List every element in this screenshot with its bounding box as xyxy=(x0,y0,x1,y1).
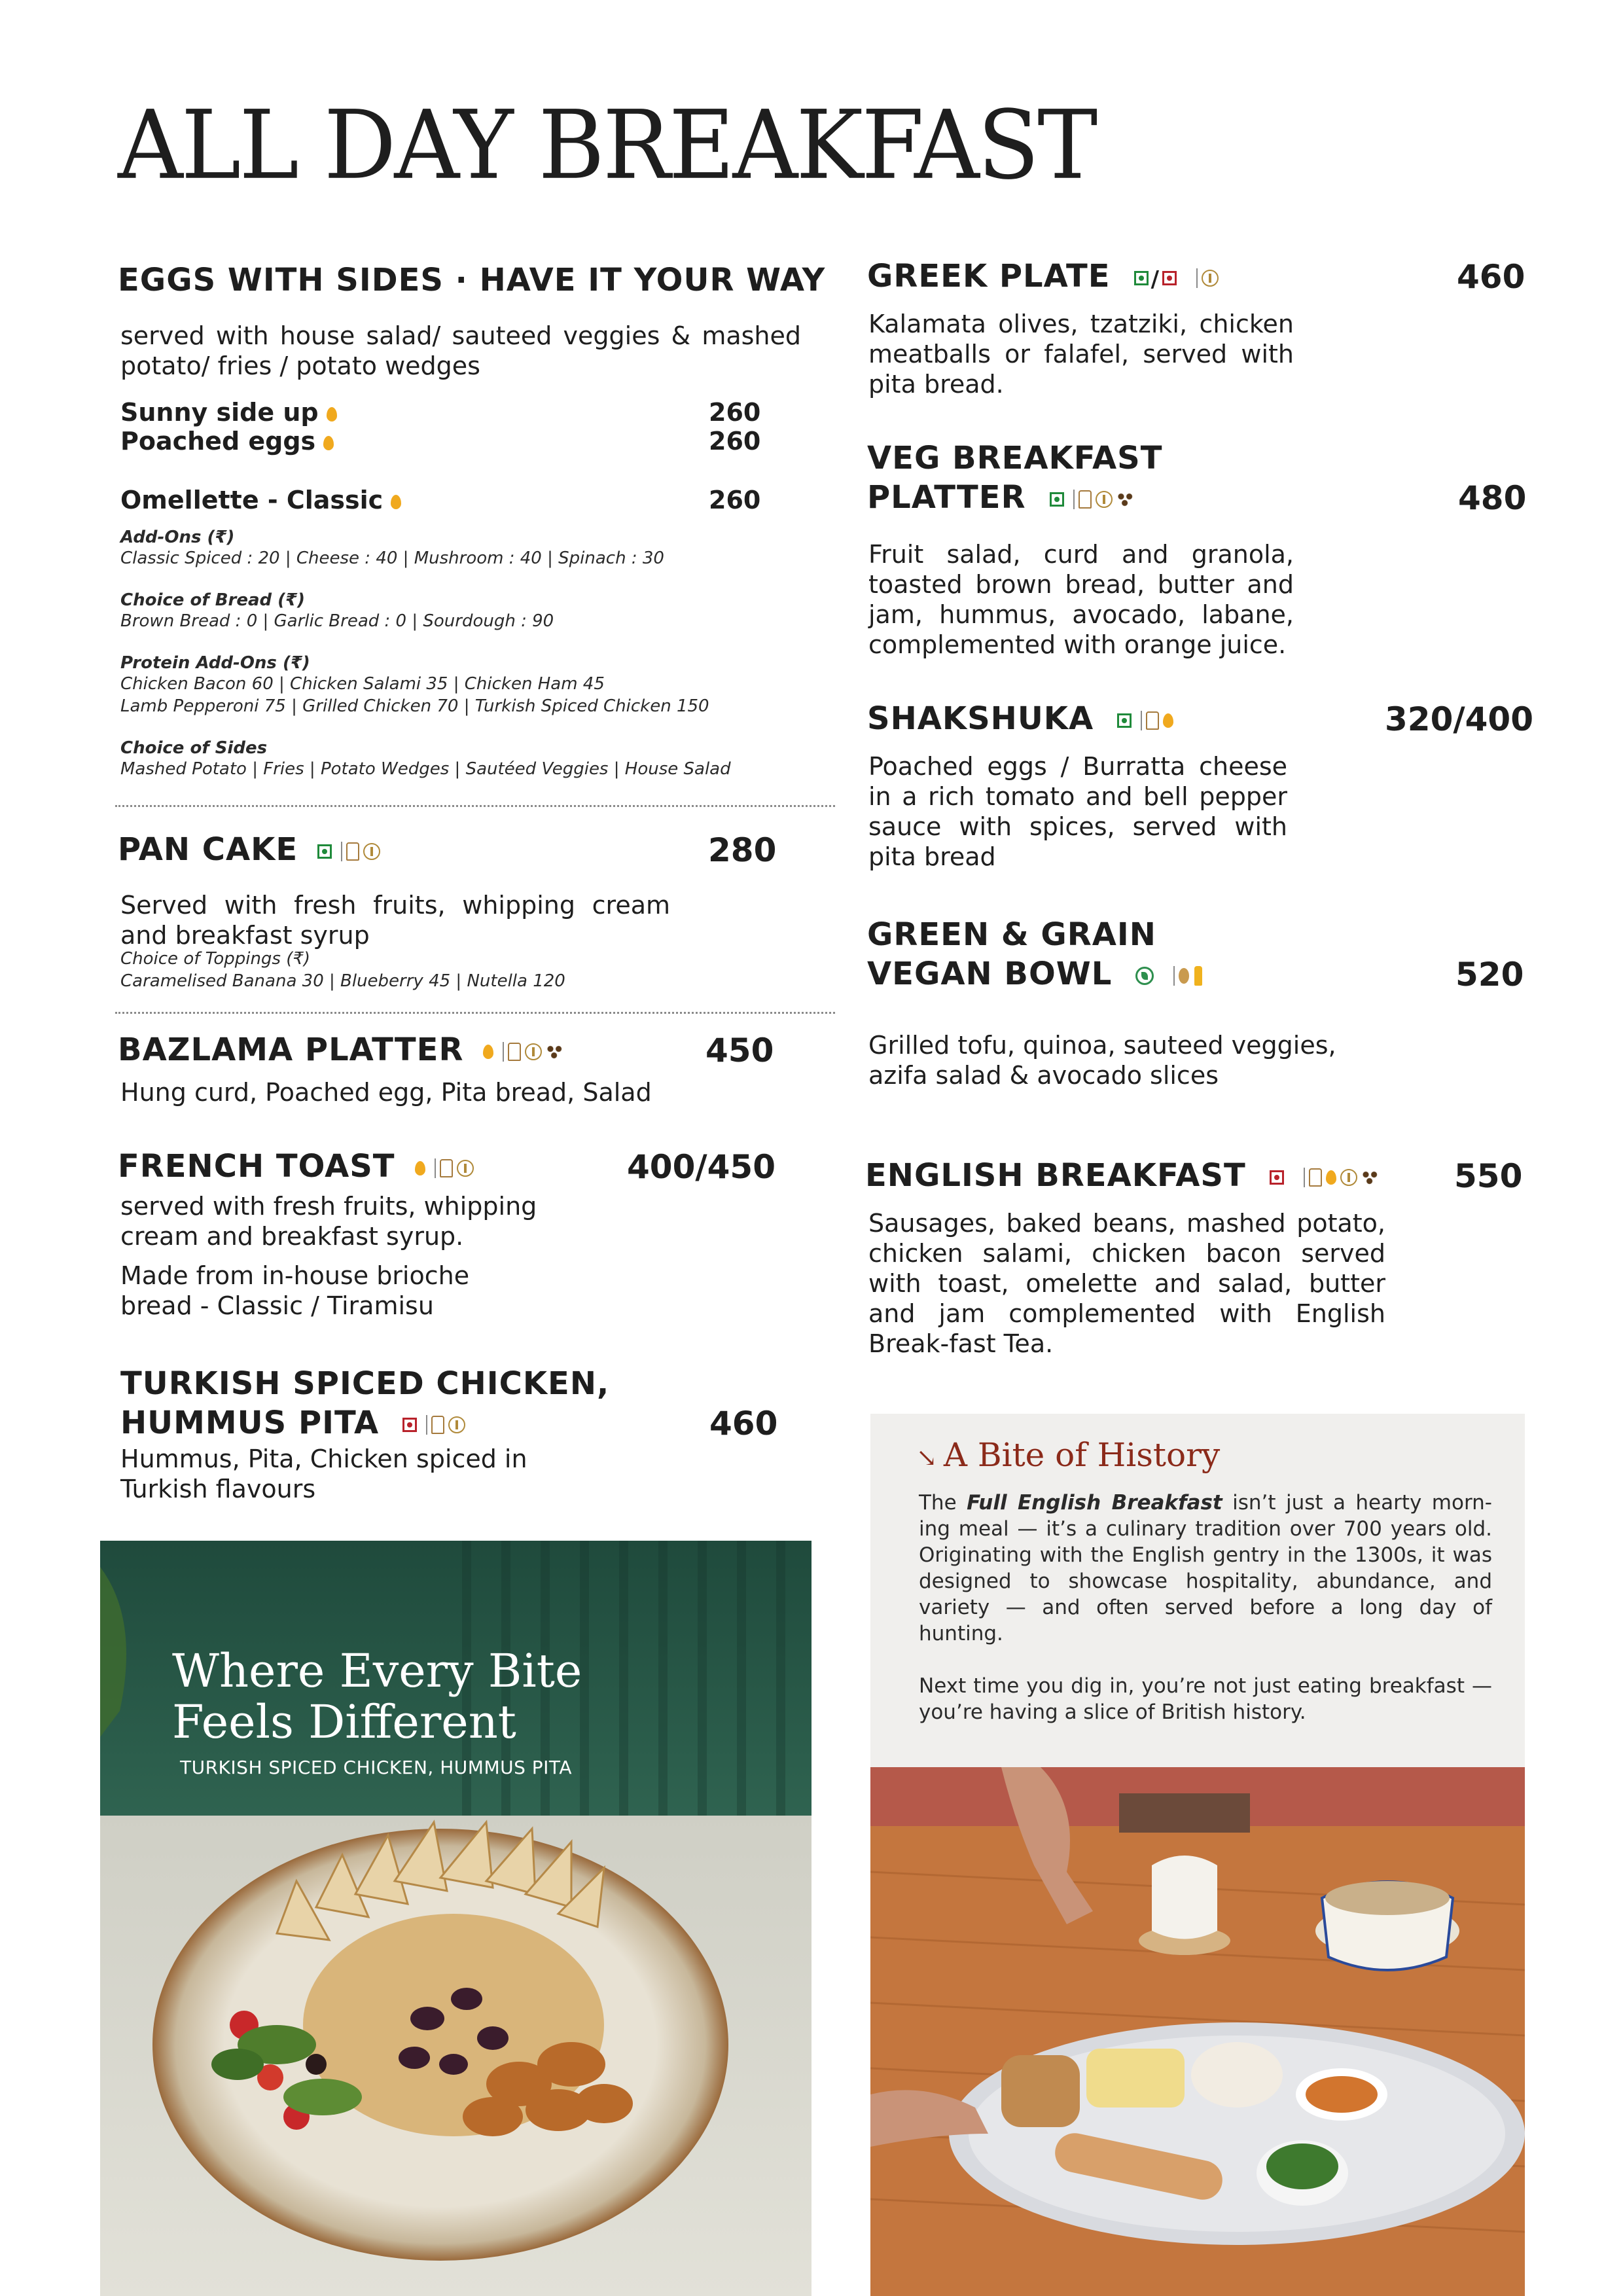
veg-icon xyxy=(1117,713,1132,728)
bread-title: Choice of Bread (₹) xyxy=(120,590,306,610)
sides-title: Choice of Sides xyxy=(120,738,268,758)
dairy-icon xyxy=(1146,711,1159,730)
nuts-icon xyxy=(1116,492,1135,507)
greek-heading-row xyxy=(867,258,1219,296)
protein-title: Protein Add-Ons (₹) xyxy=(120,653,310,673)
greek-heading: GREEK PLATE xyxy=(867,258,1111,295)
gluten-icon xyxy=(457,1160,474,1177)
bread-list: Brown Bread : 0 | Garlic Bread : 0 | Sourdough : 90 xyxy=(120,611,554,631)
bazlama-desc: Hung curd, Poached egg, Pita bread, Salad xyxy=(120,1078,652,1107)
separator xyxy=(503,1042,504,1062)
slash-separator: / xyxy=(1150,266,1160,293)
promo-photo xyxy=(100,1541,812,2296)
separator xyxy=(1073,490,1075,509)
english-breakfast-photo xyxy=(870,1767,1525,2296)
french-toast-heading: FRENCH TOAST xyxy=(118,1148,395,1185)
french-toast-heading-row xyxy=(118,1148,474,1186)
vegan-icon xyxy=(1135,967,1154,985)
separator xyxy=(341,842,342,861)
gluten-icon xyxy=(525,1043,542,1060)
non-veg-icon xyxy=(1270,1170,1284,1185)
turkish-price: 460 xyxy=(709,1405,778,1443)
history-text: The xyxy=(919,1491,967,1515)
dairy-icon xyxy=(431,1416,444,1434)
separator xyxy=(1304,1168,1305,1187)
turkish-heading-row xyxy=(120,1405,465,1443)
veg-icon xyxy=(1050,492,1064,507)
oil-icon xyxy=(1194,966,1202,986)
item-name: Poached eggs xyxy=(120,427,316,456)
greek-price: 460 xyxy=(1457,258,1525,296)
shakshuka-heading-row xyxy=(867,700,1173,738)
turkish-desc: Hummus, Pita, Chicken spiced in Turkish flavours xyxy=(120,1444,527,1503)
shakshuka-heading: SHAKSHUKA xyxy=(867,700,1094,737)
history-title: A Bite of History xyxy=(943,1436,1221,1474)
separator xyxy=(1141,711,1142,730)
gluten-icon xyxy=(1096,491,1113,508)
gluten-icon xyxy=(363,843,380,860)
non-veg-icon xyxy=(1162,271,1177,285)
divider xyxy=(115,1012,835,1014)
egg-icon xyxy=(391,495,401,509)
protein-list-1: Chicken Bacon 60 | Chicken Salami 35 | Chicken Ham 45 xyxy=(120,674,605,694)
green-bowl-price: 520 xyxy=(1455,956,1524,994)
history-paragraph-1 xyxy=(919,1490,1492,1647)
promo-title-line-2: Feels Different xyxy=(172,1695,516,1749)
item-price: 260 xyxy=(709,486,761,514)
item-price: 260 xyxy=(709,398,761,427)
bazlama-heading: BAZLAMA PLATTER xyxy=(118,1031,464,1068)
menu-item xyxy=(120,486,401,514)
turkish-heading-2: HUMMUS PITA xyxy=(120,1405,380,1441)
toppings-title: Choice of Toppings (₹) xyxy=(120,949,311,969)
protein-list-2: Lamb Pepperoni 75 | Grilled Chicken 70 | Turkish Spiced Chicken 150 xyxy=(120,696,709,716)
dairy-icon xyxy=(1309,1168,1322,1187)
veg-platter-heading-row xyxy=(867,479,1135,517)
separator xyxy=(435,1158,436,1178)
menu-item xyxy=(120,427,334,456)
nuts-icon xyxy=(546,1045,564,1059)
dairy-icon xyxy=(440,1159,453,1177)
history-emphasis: Full English Breakfast xyxy=(967,1491,1222,1515)
pancake-heading-row xyxy=(118,831,380,869)
veg-icon xyxy=(1134,271,1149,285)
turkish-heading-1: TURKISH SPICED CHICKEN, xyxy=(120,1365,610,1402)
bazlama-heading-row xyxy=(118,1031,564,1069)
history-text: isn’t just a hearty morn-ing meal — it’s a culinary tradition over 700 years old. Originating with the English gentry in the 1300s, it was designed to showcase hospitality, abundance, and variety — and often served before a long day of hunting. xyxy=(919,1491,1492,1645)
toppings-list: Caramelised Banana 30 | Blueberry 45 | Nutella 120 xyxy=(120,971,565,991)
veg-platter-heading-2: PLATTER xyxy=(867,479,1026,516)
green-bowl-heading-row xyxy=(867,956,1202,994)
separator xyxy=(1173,966,1175,986)
divider xyxy=(115,805,835,807)
english-heading: ENGLISH BREAKFAST xyxy=(865,1157,1246,1194)
english-heading-row xyxy=(865,1157,1380,1195)
separator xyxy=(1196,268,1198,288)
addons-title: Add-Ons (₹) xyxy=(120,528,235,547)
egg-icon xyxy=(1163,713,1173,728)
green-bowl-heading-1: GREEN & GRAIN xyxy=(867,916,1156,953)
english-breakfast-image xyxy=(870,1767,1525,2296)
addons-list: Classic Spiced : 20 | Cheese : 40 | Mushroom : 40 | Spinach : 30 xyxy=(120,548,664,568)
egg-icon xyxy=(483,1045,493,1059)
shakshuka-price: 320/400 xyxy=(1385,700,1534,738)
green-bowl-desc: Grilled tofu, quinoa, sauteed veggies, azifa salad & avocado slices xyxy=(868,1031,1336,1090)
nuts-icon xyxy=(1361,1170,1380,1185)
dairy-icon xyxy=(1079,490,1092,509)
bazlama-price: 450 xyxy=(705,1031,774,1069)
gluten-icon xyxy=(1202,270,1219,287)
separator xyxy=(426,1415,427,1435)
dairy-icon xyxy=(508,1043,521,1061)
soy-icon xyxy=(1179,968,1189,984)
veg-platter-desc: Fruit salad, curd and granola, toasted brown bread, butter and jam, hummus, avocado, labane, complemented with orange juice. xyxy=(868,540,1294,659)
veg-platter-price: 480 xyxy=(1458,479,1527,517)
eggs-heading: EGGS WITH SIDES · HAVE IT YOUR WAY xyxy=(118,262,826,298)
green-bowl-heading-2: VEGAN BOWL xyxy=(867,956,1113,992)
shakshuka-desc: Poached eggs / Burratta cheese in a rich tomato and bell pepper sauce with spices, served with pita bread xyxy=(868,752,1287,871)
item-name: Sunny side up xyxy=(120,398,319,427)
sides-list: Mashed Potato | Fries | Potato Wedges | Sautéed Veggies | House Salad xyxy=(120,759,731,779)
pancake-heading: PAN CAKE xyxy=(118,831,298,868)
egg-icon xyxy=(1326,1170,1336,1185)
english-price: 550 xyxy=(1454,1157,1523,1195)
gluten-icon xyxy=(1340,1169,1357,1186)
history-paragraph-2: Next time you dig in, you’re not just eating breakfast — you’re having a slice of British history. xyxy=(919,1674,1492,1724)
egg-icon xyxy=(327,407,337,422)
promo-subtitle: TURKISH SPICED CHICKEN, HUMMUS PITA xyxy=(180,1757,572,1778)
veg-icon xyxy=(317,844,332,859)
dairy-icon xyxy=(346,842,359,861)
promo-title-line-1: Where Every Bite xyxy=(172,1644,582,1698)
gluten-icon xyxy=(448,1416,465,1433)
item-name: Omellette - Classic xyxy=(120,486,383,514)
arrow-icon: ↘ xyxy=(916,1443,937,1472)
french-toast-price: 400/450 xyxy=(627,1148,776,1186)
non-veg-icon xyxy=(402,1418,417,1432)
greek-desc: Kalamata olives, tzatziki, chicken meatballs or falafel, served with pita bread. xyxy=(868,310,1294,399)
item-price: 260 xyxy=(709,427,761,456)
menu-item xyxy=(120,398,337,427)
french-toast-desc-1: served with fresh fruits, whipping cream and breakfast syrup. xyxy=(120,1192,537,1251)
french-toast-desc-2: Made from in-house brioche bread - Classic / Tiramisu xyxy=(120,1261,470,1320)
eggs-desc: served with house salad/ sauteed veggies & mashed potato/ fries / potato wedges xyxy=(120,321,801,380)
page-title: ALL DAY BREAKFAST xyxy=(118,90,1096,201)
promo-title xyxy=(172,1645,582,1748)
history-title-row xyxy=(916,1436,1220,1474)
egg-icon xyxy=(415,1161,425,1175)
pancake-desc: Served with fresh fruits, whipping cream and breakfast syrup xyxy=(120,891,670,950)
pancake-price: 280 xyxy=(708,831,777,869)
egg-icon xyxy=(323,436,334,450)
veg-platter-heading-1: VEG BREAKFAST xyxy=(867,440,1163,476)
english-desc: Sausages, baked beans, mashed potato, chicken salami, chicken bacon served with toast, omelette and salad, butter and jam complemented with English Break-fast Tea. xyxy=(868,1209,1385,1358)
